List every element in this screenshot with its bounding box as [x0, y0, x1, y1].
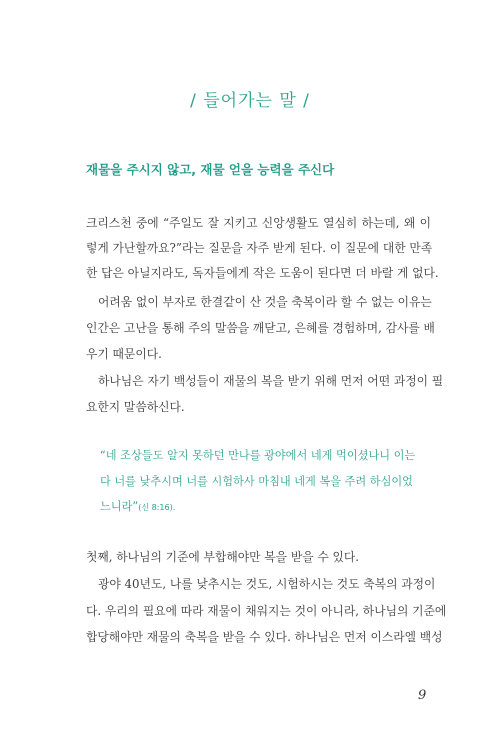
scripture-quote-line: “네 조상들도 알지 못하던 만나를 광야에서 네게 먹이셨나니 이는	[100, 449, 416, 462]
body-line: 요한지 말씀하신다.	[86, 400, 185, 414]
body-line: 한 답은 아닐지라도, 독자들에게 작은 도움이 된다면 더 바랄 게 없다.	[86, 266, 439, 280]
body-line: 하나님은 자기 백성들이 재물의 복을 받기 위해 먼저 어떤 과정이 필	[98, 374, 444, 388]
scripture-quote-last-line	[100, 498, 175, 514]
scripture-quote-line: 다 너를 낮추시며 너를 시험하사 마침내 네게 복을 주려 하심이었	[100, 475, 413, 488]
body-line: 우기 때문이다.	[86, 347, 162, 361]
chapter-title: / 들어가는 말 /	[190, 91, 310, 111]
body-line: 첫째, 하나님의 기준에 부합해야만 복을 받을 수 있다.	[86, 550, 360, 564]
body-line: 인간은 고난을 통해 주의 말씀을 깨닫고, 은혜를 경험하며, 감사를 배	[86, 321, 435, 335]
section-heading: 재물을 주시지 않고, 재물 얻을 능력을 주신다	[86, 162, 335, 177]
page-number: 9	[418, 688, 427, 703]
body-line: 어려움 없이 부자로 한결같이 산 것을 축복이라 할 수 없는 이유는	[98, 295, 432, 309]
body-line: 광야 40년도, 나를 낮추시는 것도, 시험하시는 것도 축복의 과정이	[98, 577, 436, 591]
body-line: 합당해야만 재물의 축복을 받을 수 있다. 하나님은 먼저 이스라엘 백성	[86, 630, 443, 644]
body-line: 렇게 가난할까요?”라는 질문을 자주 받게 된다. 이 질문에 대한 만족	[86, 241, 433, 255]
body-line: 다. 우리의 필요에 따라 재물이 채워지는 것이 아니라, 하나님의 기준에	[86, 604, 447, 618]
scripture-reference: (신 8:16).	[138, 503, 176, 512]
body-line: 크리스천 중에 “주일도 잘 지키고 신앙생활도 열심히 하는데, 왜 이	[86, 216, 431, 230]
scripture-quote-text: 느니라”	[100, 500, 139, 513]
